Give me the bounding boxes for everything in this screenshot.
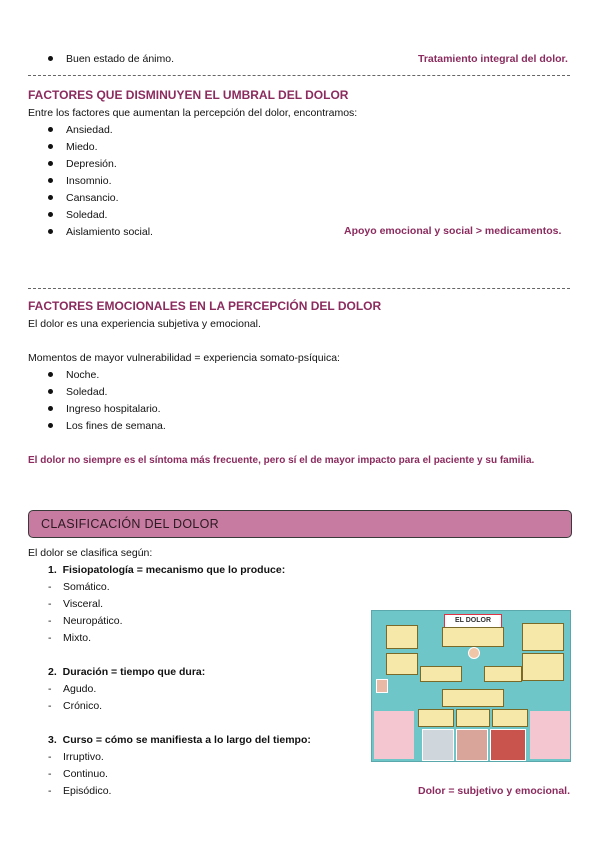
divider — [28, 75, 570, 76]
infographic-box — [484, 666, 522, 682]
list-item: - Mixto. — [48, 632, 92, 644]
list-item: - Continuo. — [48, 768, 108, 780]
list-item: Ansiedad. — [48, 124, 113, 136]
list-item: Ingreso hospitalario. — [48, 403, 161, 415]
bullet-dot-icon — [48, 144, 53, 149]
list-item: Soledad. — [48, 386, 107, 398]
infographic-photo — [468, 647, 480, 659]
infographic-box — [522, 623, 564, 651]
list-item: Miedo. — [48, 141, 98, 153]
infographic-title: EL DOLOR — [444, 614, 502, 628]
section-heading-emocionales: FACTORES EMOCIONALES EN LA PERCEPCIÓN DEL DOLOR — [28, 299, 382, 313]
list-item: - Visceral. — [48, 598, 104, 610]
banner-title: CLASIFICACIÓN DEL DOLOR — [41, 517, 219, 531]
divider — [28, 288, 570, 289]
infographic-box — [442, 689, 504, 707]
section-intro: El dolor se clasifica según: — [28, 547, 153, 559]
list-item: - Neuropático. — [48, 615, 123, 627]
infographic-box — [386, 653, 418, 675]
top-accent-note: Tratamiento integral del dolor. — [418, 53, 568, 65]
infographic-panel — [374, 711, 414, 759]
impact-accent-note: El dolor no siempre es el síntoma más frecuente, pero sí el de mayor impacto para el paciente y su familia. — [28, 455, 535, 466]
list-item: - Somático. — [48, 581, 110, 593]
infographic-box — [456, 709, 490, 727]
infographic-box — [418, 709, 454, 727]
infographic-photo — [422, 729, 454, 761]
section-line: Momentos de mayor vulnerabilidad = experiencia somato-psíquica: — [28, 352, 340, 364]
section-heading-umbral: FACTORES QUE DISMINUYEN EL UMBRAL DEL DOLOR — [28, 88, 349, 102]
bullet-dot-icon — [48, 127, 53, 132]
bullet-dot-icon — [48, 178, 53, 183]
bullet-dot-icon — [48, 229, 53, 234]
infographic-box — [420, 666, 462, 682]
list-item: Noche. — [48, 369, 99, 381]
bullet-dot-icon — [48, 406, 53, 411]
list-item: - Crónico. — [48, 700, 103, 712]
list-item: - Irruptivo. — [48, 751, 104, 763]
list-item: Cansancio. — [48, 192, 119, 204]
top-bullet: Buen estado de ánimo. — [48, 53, 174, 65]
bullet-dot-icon — [48, 372, 53, 377]
section-line: El dolor es una experiencia subjetiva y emocional. — [28, 318, 261, 330]
pain-infographic-image — [371, 610, 571, 762]
list-item: Los fines de semana. — [48, 420, 166, 432]
bullet-dot-icon — [48, 56, 53, 61]
infographic-box — [386, 625, 418, 649]
infographic-photo — [456, 729, 488, 761]
bullet-dot-icon — [48, 161, 53, 166]
bullet-dot-icon — [48, 423, 53, 428]
infographic-box — [522, 653, 564, 681]
group-heading: 2. Duración = tiempo que dura: — [48, 666, 206, 678]
section-intro: Entre los factores que aumentan la percepción del dolor, encontramos: — [28, 107, 358, 119]
list-item: Aislamiento social. — [48, 226, 153, 238]
section-banner-clasificacion — [28, 510, 572, 538]
list-item: Depresión. — [48, 158, 117, 170]
bullet-dot-icon — [48, 212, 53, 217]
list-item: - Episódico. — [48, 785, 112, 797]
list-item: Insomnio. — [48, 175, 112, 187]
infographic-photo — [376, 679, 388, 693]
list-item: Soledad. — [48, 209, 107, 221]
infographic-panel — [530, 711, 570, 759]
bullet-dot-icon — [48, 195, 53, 200]
group-heading: 3. Curso = cómo se manifiesta a lo largo del tiempo: — [48, 734, 311, 746]
infographic-box — [442, 627, 504, 647]
support-accent-note: Apoyo emocional y social > medicamentos. — [344, 225, 562, 237]
bullet-dot-icon — [48, 389, 53, 394]
infographic-photo — [490, 729, 526, 761]
subjective-accent-note: Dolor = subjetivo y emocional. — [418, 785, 570, 797]
list-item: - Agudo. — [48, 683, 97, 695]
group-heading: 1. Fisiopatología = mecanismo que lo produce: — [48, 564, 286, 576]
infographic-box — [492, 709, 528, 727]
